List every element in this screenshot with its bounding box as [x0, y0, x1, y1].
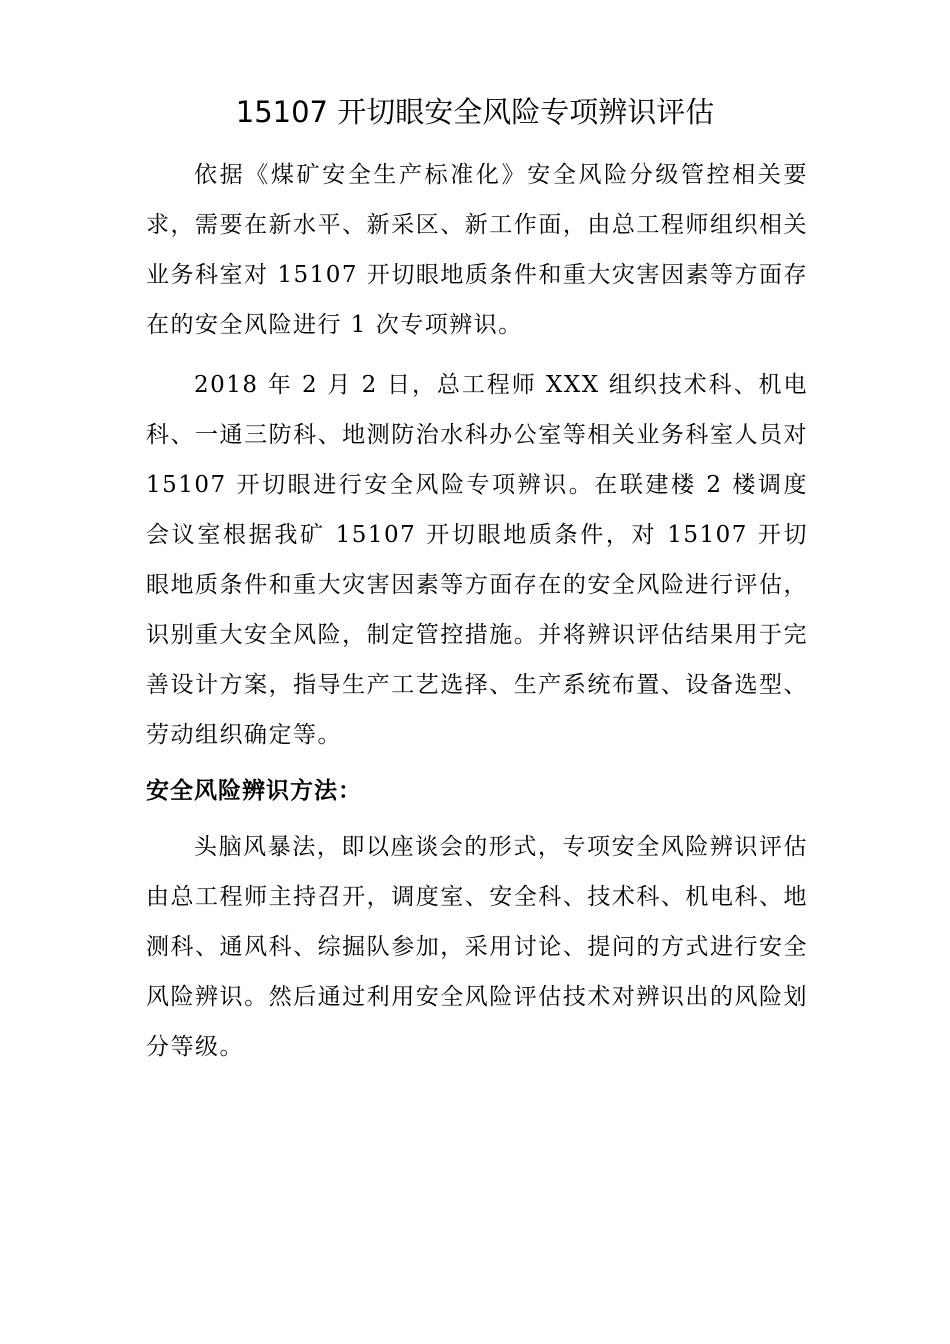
- paragraph-requirements: 依据《煤矿安全生产标准化》安全风险分级管控相关要求，需要在新水平、新采区、新工作面，由总工程师组织相关业务科室对 15107 开切眼地质条件和重大灾害因素等方面存在的安全风险进行 1 次专项辨识。: [146, 162, 808, 338]
- section-heading-method: 安全风险辨识方法：: [146, 778, 362, 804]
- document-title: 15107 开切眼安全风险专项辨识评估: [235, 95, 715, 129]
- paragraph-identification-meeting: 2018 年 2 月 2 日，总工程师 XXX 组织技术科、机电科、一通三防科、地测防治水科办公室等相关业务科室人员对 15107 开切眼进行安全风险专项辨识。在联建楼 2 楼调度会议室根据我矿 15107 开切眼地质条件，对 15107 开切眼地质条件和重大灾害因素等方面存在的安全风险进行评估，识别重大安全风险，制定管控措施。并将辨识评估结果用于完善设计方案，指导生产工艺选择、生产系统布置、设备选型、劳动组织确定等。: [146, 372, 808, 748]
- paragraph-method: 头脑风暴法，即以座谈会的形式，专项安全风险辨识评估由总工程师主持召开，调度室、安全科、技术科、机电科、地测科、通风科、综掘队参加，采用讨论、提问的方式进行安全风险辨识。然后通过利用安全风险评估技术对辨识出的风险划分等级。: [146, 834, 808, 1060]
